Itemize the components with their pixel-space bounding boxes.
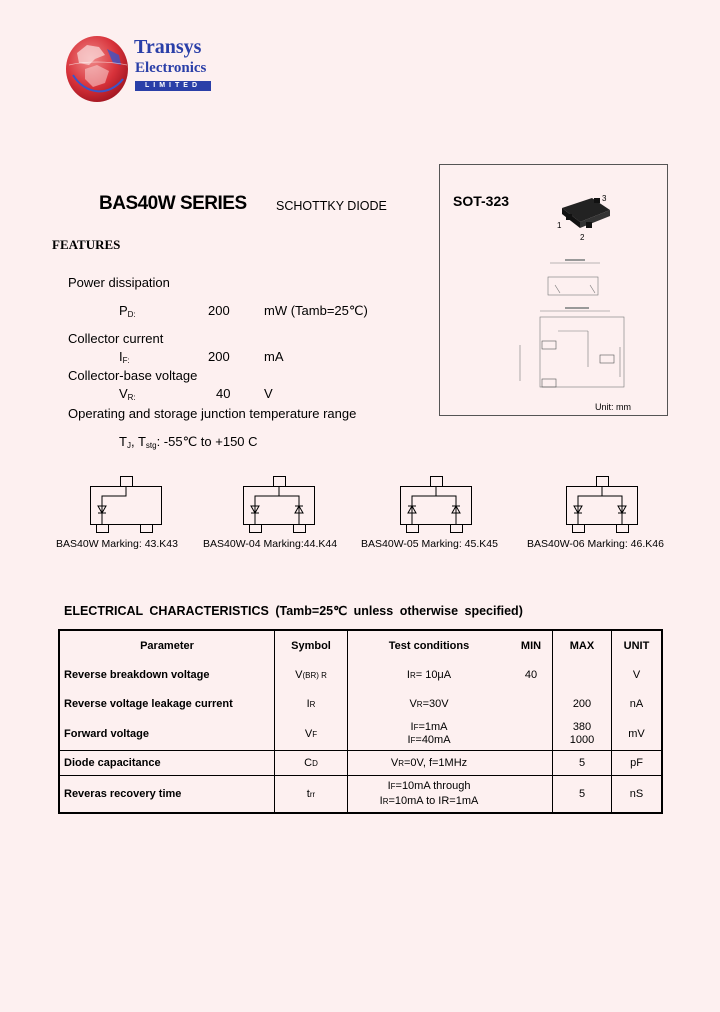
row-max bbox=[553, 660, 612, 690]
row-min: 40 bbox=[510, 660, 553, 690]
power-dissipation-label: Power dissipation bbox=[68, 275, 170, 290]
if-unit: mA bbox=[264, 349, 284, 364]
features-heading: FEATURES bbox=[52, 237, 121, 252]
package-name: SOT-323 bbox=[453, 193, 510, 209]
brand-name: Transys bbox=[134, 36, 202, 58]
pin-1-label: 1 bbox=[557, 221, 562, 230]
vr-symbol: $V_{R:}$ bbox=[119, 386, 136, 402]
header-symbol: Symbol bbox=[275, 630, 348, 660]
marking-diagram-bas40w-05 bbox=[400, 476, 472, 534]
row-param: Forward voltage bbox=[59, 718, 275, 750]
header-unit: UNIT bbox=[612, 630, 663, 660]
header-parameter: Parameter bbox=[59, 630, 275, 660]
page-subtitle: SCHOTTKY DIODE bbox=[276, 199, 387, 213]
row-symbol: CD bbox=[275, 750, 348, 775]
row-min bbox=[510, 775, 553, 813]
row-unit: V bbox=[612, 660, 663, 690]
if-value: 200 bbox=[208, 349, 230, 364]
table-row bbox=[59, 660, 662, 690]
collector-current-label: Collector current bbox=[68, 331, 164, 346]
vr-unit: V bbox=[264, 386, 273, 401]
pd-symbol: $P_{D:}$ bbox=[119, 303, 136, 319]
marking-diagram-bas40w bbox=[90, 476, 162, 534]
marking-diagram-bas40w-04 bbox=[243, 476, 315, 534]
transys-globe-logo bbox=[65, 35, 129, 103]
temperature-range-label: Operating and storage junction temperature range bbox=[68, 406, 357, 421]
marking-label-bas40w-05: BAS40W-05 Marking: 45.K45 bbox=[361, 538, 498, 550]
header-conditions: Test conditions bbox=[348, 630, 511, 660]
package-3d-drawing bbox=[550, 190, 620, 245]
table-row bbox=[59, 690, 662, 718]
row-symbol: trr bbox=[275, 775, 348, 813]
row-max: 200 bbox=[553, 690, 612, 718]
row-param: Diode capacitance bbox=[59, 750, 275, 775]
row-conditions: IF=1mA IF=40mA bbox=[348, 718, 511, 750]
header-max: MAX bbox=[553, 630, 612, 660]
header-min: MIN bbox=[510, 630, 553, 660]
brand-subname: Electronics bbox=[135, 60, 207, 76]
ec-header-row bbox=[59, 630, 662, 660]
row-min bbox=[510, 690, 553, 718]
row-symbol: V(BR) R bbox=[275, 660, 348, 690]
pin-3-label: 3 bbox=[602, 194, 607, 203]
collector-base-voltage-label: Collector-base voltage bbox=[68, 368, 198, 383]
pin-2-label: 2 bbox=[580, 233, 585, 242]
row-conditions: VR=30V bbox=[348, 690, 511, 718]
row-unit: pF bbox=[612, 750, 663, 775]
brand-tagline: LIMITED bbox=[135, 81, 211, 91]
row-unit: nS bbox=[612, 775, 663, 813]
row-symbol: VF bbox=[275, 718, 348, 750]
row-max: 380 1000 bbox=[553, 718, 612, 750]
vr-value: 40 bbox=[216, 386, 231, 401]
row-param: Reveras recovery time bbox=[59, 775, 275, 813]
marking-label-bas40w: BAS40W Marking: 43.K43 bbox=[56, 538, 178, 550]
row-conditions: IF=10mA through IR=10mA to IR=1mA bbox=[348, 775, 511, 813]
if-symbol: $I_{F:}$ bbox=[119, 349, 130, 365]
marking-label-bas40w-04: BAS40W-04 Marking:44.K44 bbox=[203, 538, 338, 550]
pd-unit: mW (Tamb=25℃) bbox=[264, 303, 368, 318]
temperature-range-value: $T_J$, $T_{stg}$: -55℃ to +150 C bbox=[119, 434, 258, 450]
table-row bbox=[59, 718, 662, 750]
ec-title: ELECTRICAL CHARACTERISTICS (Tamb=25℃ unless otherwise specified) bbox=[64, 604, 523, 618]
row-unit: nA bbox=[612, 690, 663, 718]
row-conditions: IR= 10μA bbox=[348, 660, 511, 690]
row-max: 5 bbox=[553, 750, 612, 775]
row-unit: mV bbox=[612, 718, 663, 750]
row-max: 5 bbox=[553, 775, 612, 813]
row-min bbox=[510, 750, 553, 775]
page-title: BAS40W SERIES bbox=[99, 193, 247, 214]
marking-label-bas40w-06: BAS40W-06 Marking: 46.K46 bbox=[527, 538, 664, 550]
table-row bbox=[59, 775, 662, 813]
ec-table bbox=[58, 629, 663, 814]
row-min bbox=[510, 718, 553, 750]
row-symbol: IR bbox=[275, 690, 348, 718]
pd-value: 200 bbox=[208, 303, 230, 318]
table-row bbox=[59, 750, 662, 775]
package-dimension-drawing bbox=[510, 255, 630, 395]
row-conditions: VR=0V, f=1MHz bbox=[348, 750, 511, 775]
row-param: Reverse breakdown voltage bbox=[59, 660, 275, 690]
row-param: Reverse voltage leakage current bbox=[59, 690, 275, 718]
unit-label: Unit: mm bbox=[595, 402, 631, 412]
marking-diagram-bas40w-06 bbox=[566, 476, 638, 534]
